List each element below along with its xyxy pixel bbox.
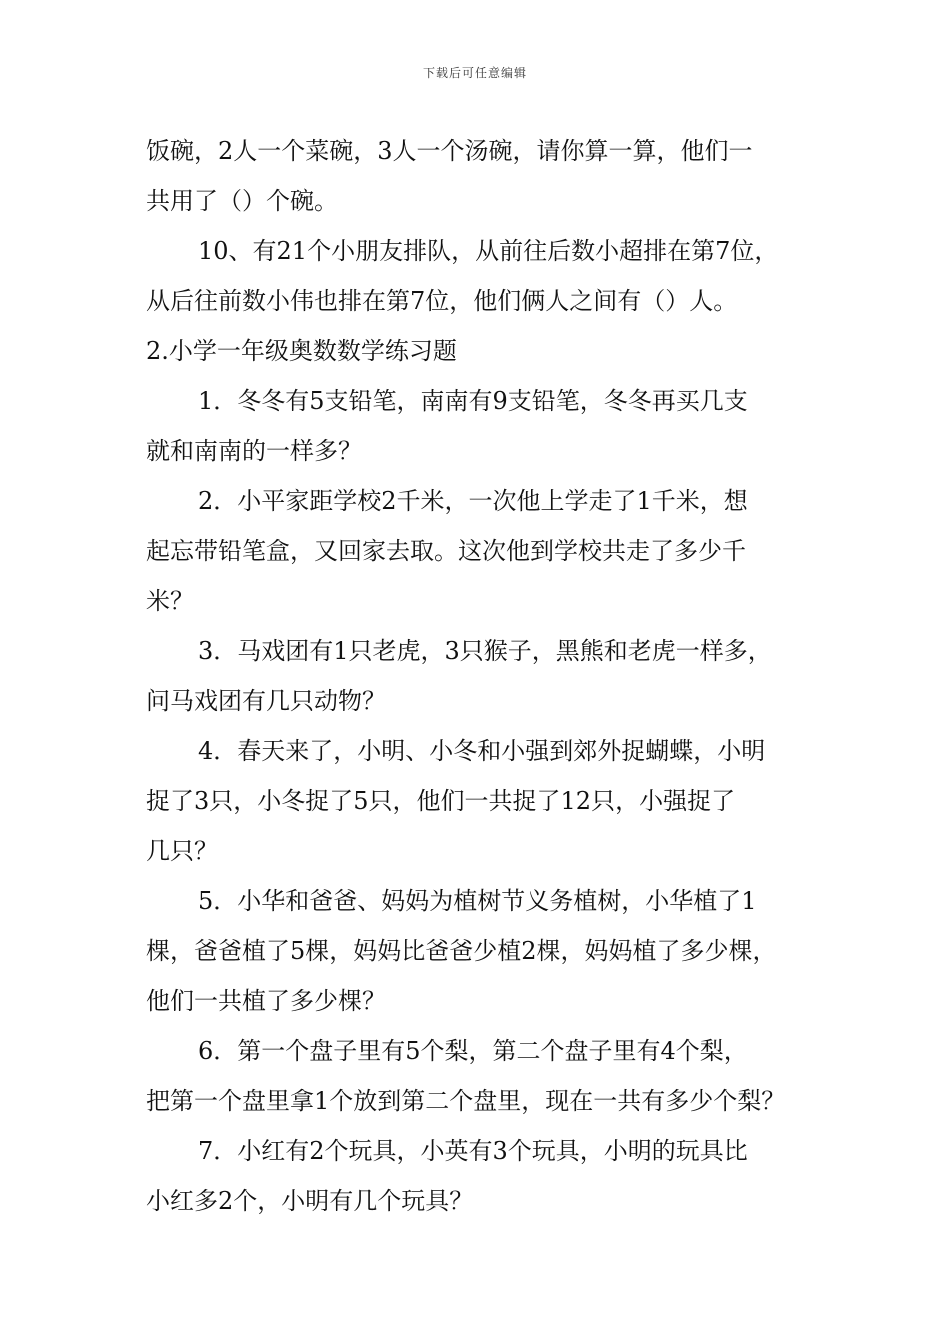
text-line: 把第一个盘里拿1个放到第二个盘里，现在一共有多少个梨？ (146, 1087, 786, 1115)
question-7: 7．小红有2个玩具，小英有3个玩具，小明的玩具比 (198, 1137, 748, 1165)
question-10: 10、有21个小朋友排队，从前往后数小超排在第7位， (198, 237, 779, 265)
text-line: 从后往前数小伟也排在第7位，他们俩人之间有（）人。 (146, 287, 738, 315)
text-line: 小红多2个，小明有几个玩具？ (146, 1187, 474, 1215)
question-3: 3．马戏团有1只老虎，3只猴子，黑熊和老虎一样多， (198, 637, 772, 665)
question-6: 6．第一个盘子里有5个梨，第二个盘子里有4个梨， (198, 1037, 748, 1065)
section-heading: 2.小学一年级奥数数学练习题 (146, 337, 457, 365)
text-line: 饭碗，2人一个菜碗，3人一个汤碗，请你算一算，他们一 (146, 137, 753, 165)
text-line: 几只？ (146, 837, 218, 865)
text-line: 捉了3只，小冬捉了5只，他们一共捉了12只，小强捉了 (146, 787, 736, 815)
text-line: 起忘带铅笔盒，又回家去取。这次他到学校共走了多少千 (146, 537, 746, 565)
text-line: 他们一共植了多少棵？ (146, 987, 386, 1015)
text-block (146, 126, 826, 1226)
question-5: 5．小华和爸爸、妈妈为植树节义务植树，小华植了1 (198, 887, 757, 915)
page-header: 下载后可任意编辑 (422, 66, 527, 80)
text-line: 棵，爸爸植了5棵，妈妈比爸爸少植2棵，妈妈植了多少棵， (146, 937, 777, 965)
question-4: 4．春天来了，小明、小冬和小强到郊外捉蝴蝶，小明 (198, 737, 766, 765)
text-line: 米？ (146, 587, 194, 615)
question-1: 1．冬冬有5支铅笔，南南有9支铅笔，冬冬再买几支 (198, 387, 748, 415)
text-line: 共用了（）个碗。 (146, 187, 338, 215)
question-2: 2．小平家距学校2千米，一次他上学走了1千米，想 (198, 487, 748, 515)
document-body (146, 126, 826, 1226)
text-line: 问马戏团有几只动物？ (146, 687, 386, 715)
text-line: 就和南南的一样多？ (146, 437, 362, 465)
